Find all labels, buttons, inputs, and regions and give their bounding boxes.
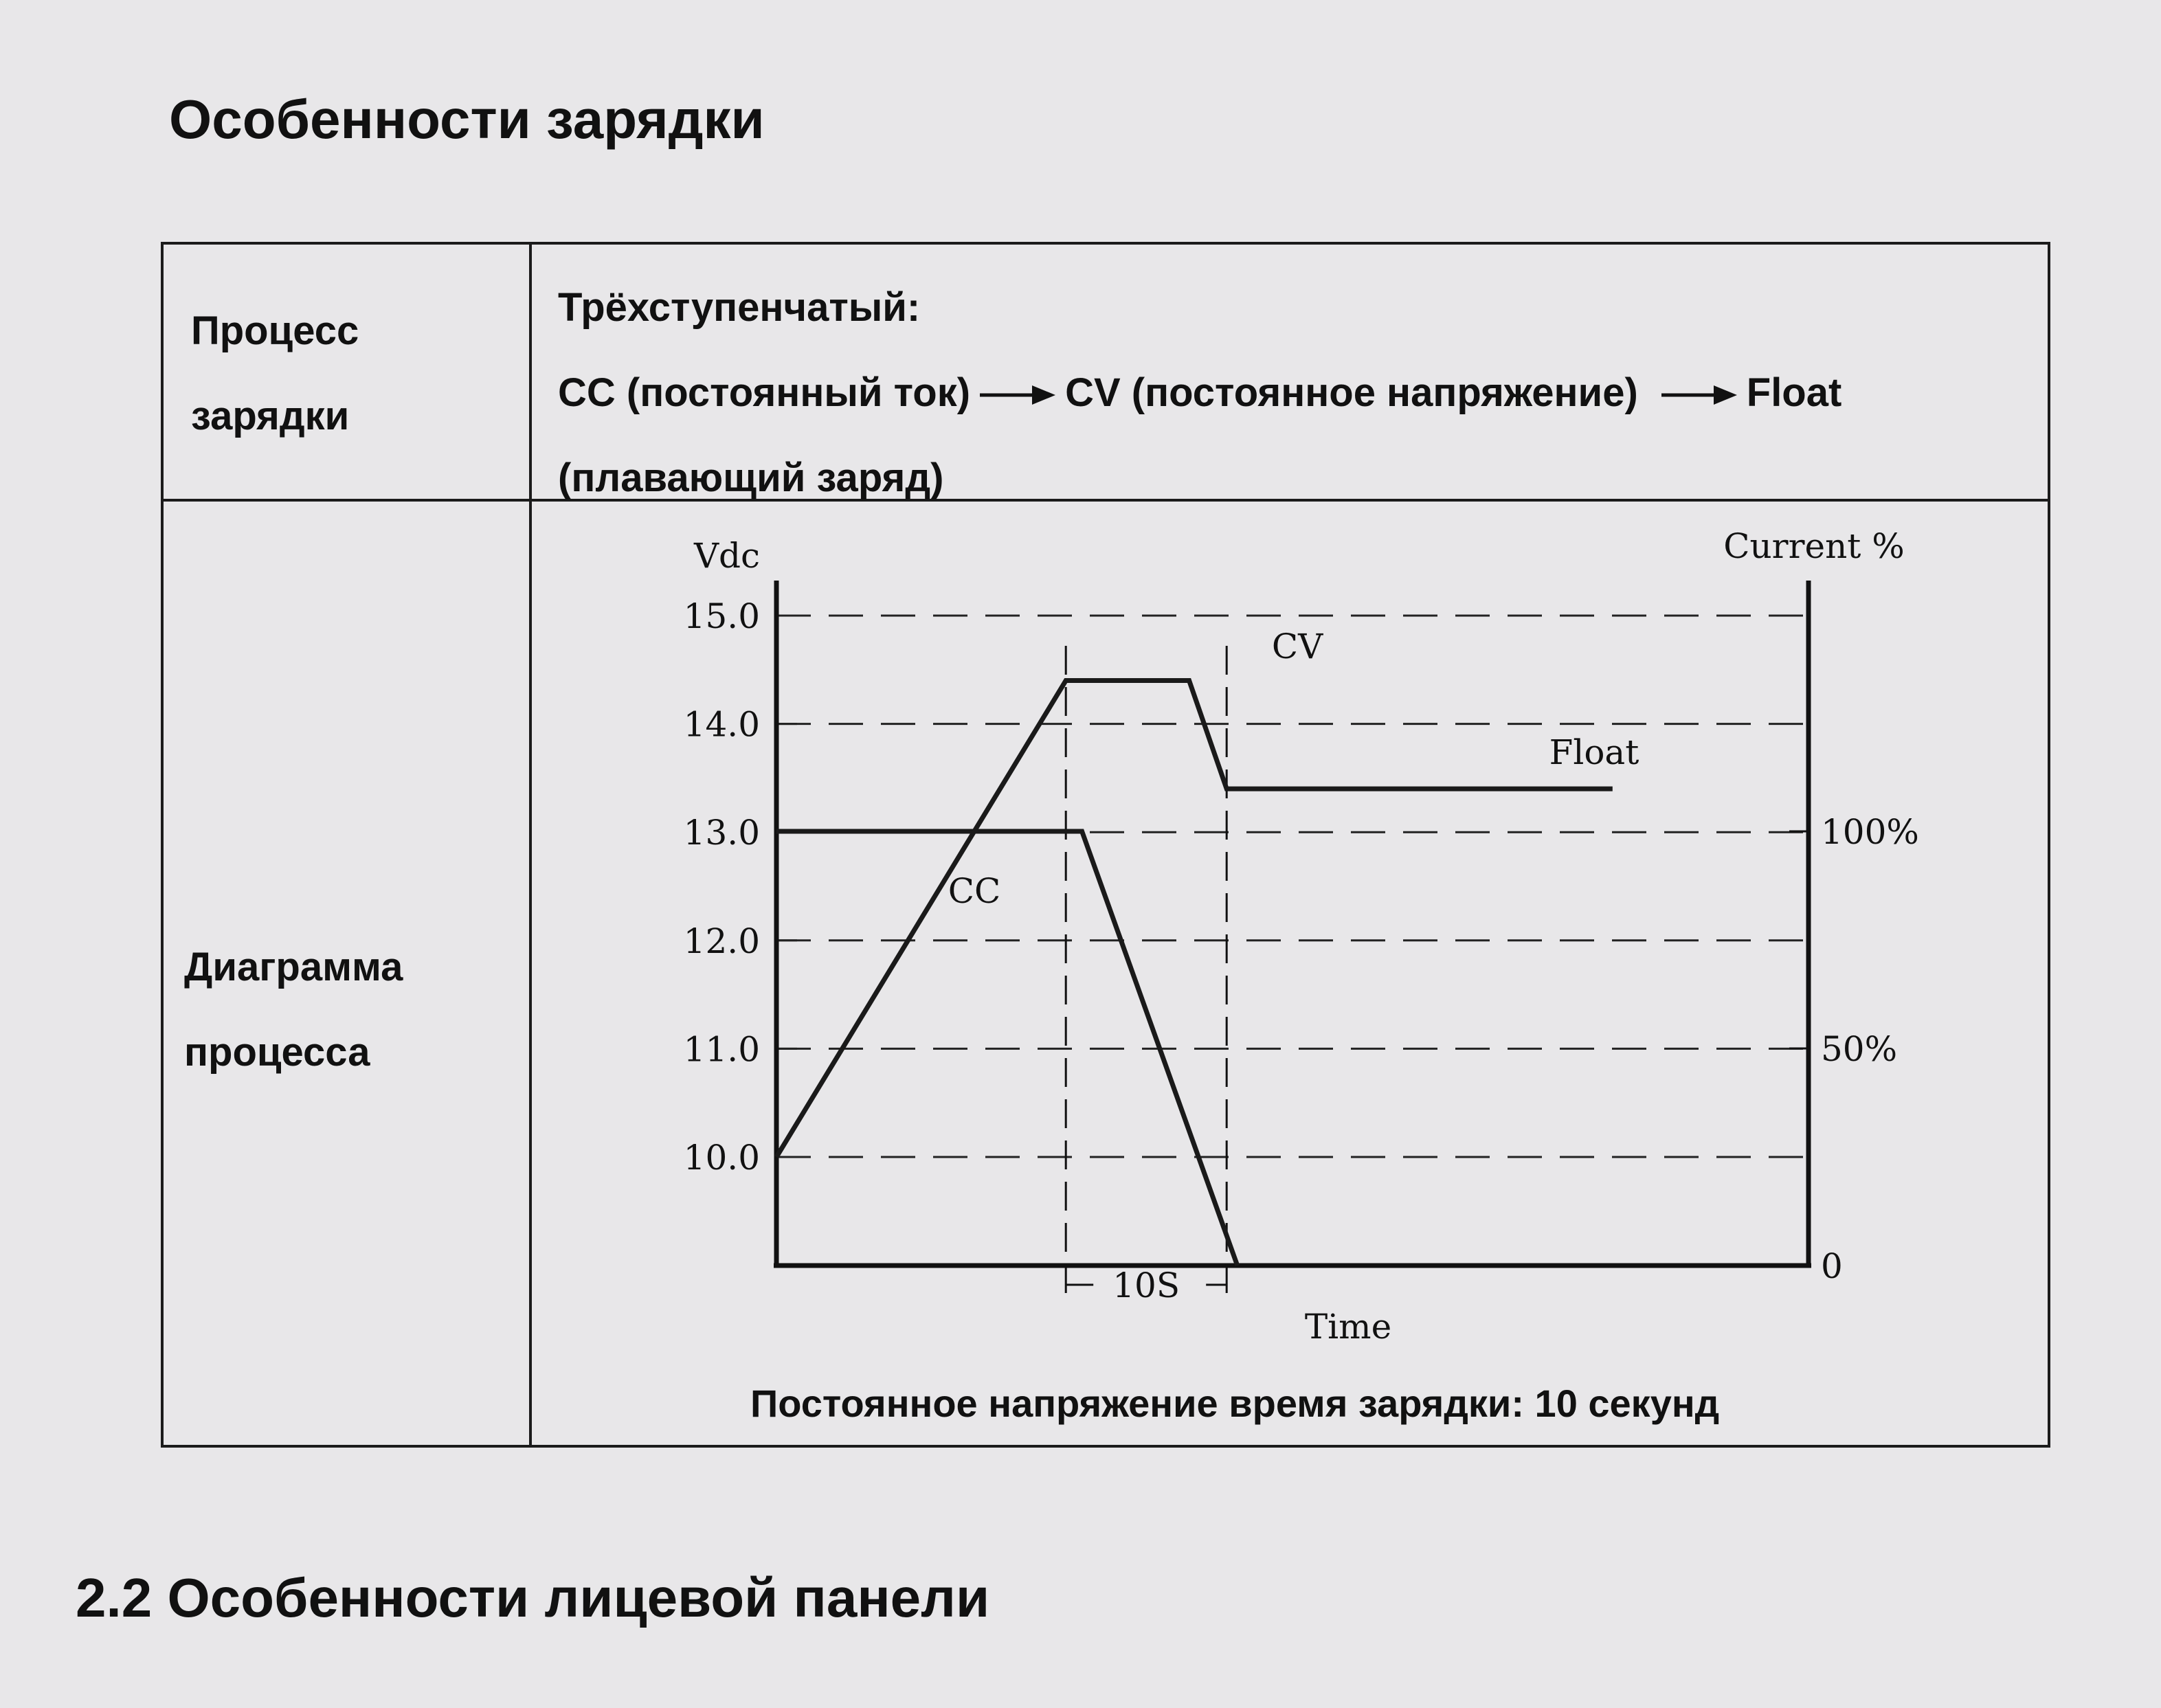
y-right-tick-label: 0 bbox=[1821, 1246, 1843, 1286]
stage-cc: CC (постоянный ток) bbox=[558, 370, 971, 415]
y-right-axis-title: Current % bbox=[1723, 526, 1905, 566]
y-left-tick-label: 10.0 bbox=[683, 1138, 760, 1178]
process-label-line1: Процесс bbox=[191, 308, 359, 353]
diagram-label-line2: процесса bbox=[184, 1030, 370, 1075]
page-title: Особенности зарядки bbox=[169, 89, 765, 150]
y-left-axis-title: Vdc bbox=[693, 536, 761, 576]
annotation-cc: CC bbox=[948, 871, 1001, 911]
y-left-tick-label: 12.0 bbox=[683, 921, 760, 961]
diagram-caption: Постоянное напряжение время зарядки: 10 секунд bbox=[750, 1382, 1720, 1425]
stage-float: Float bbox=[1746, 370, 1842, 415]
section-title: 2.2 Особенности лицевой панели bbox=[76, 1567, 990, 1628]
annotation-float: Float bbox=[1549, 732, 1639, 772]
process-line1: Трёхступенчатый: bbox=[558, 285, 921, 330]
interval-label: 10S bbox=[1112, 1266, 1180, 1305]
diagram-label-line1: Диаграмма bbox=[184, 945, 403, 989]
y-left-tick-label: 11.0 bbox=[683, 1029, 760, 1070]
y-right-tick-label: 100% bbox=[1821, 812, 1919, 852]
stage-cv: CV (постоянное напряжение) bbox=[1065, 370, 1638, 415]
y-left-tick-label: 15.0 bbox=[683, 596, 760, 636]
series-line-cv bbox=[776, 681, 1613, 1157]
x-axis-title: Time bbox=[1304, 1307, 1392, 1347]
annotation-cv: CV bbox=[1271, 627, 1323, 666]
y-right-tick-label: 50% bbox=[1821, 1029, 1898, 1069]
process-label-line2: зарядки bbox=[191, 394, 350, 438]
process-line3: (плавающий заряд) bbox=[558, 456, 944, 500]
y-left-tick-label: 14.0 bbox=[683, 704, 760, 745]
y-left-tick-label: 13.0 bbox=[683, 813, 760, 853]
